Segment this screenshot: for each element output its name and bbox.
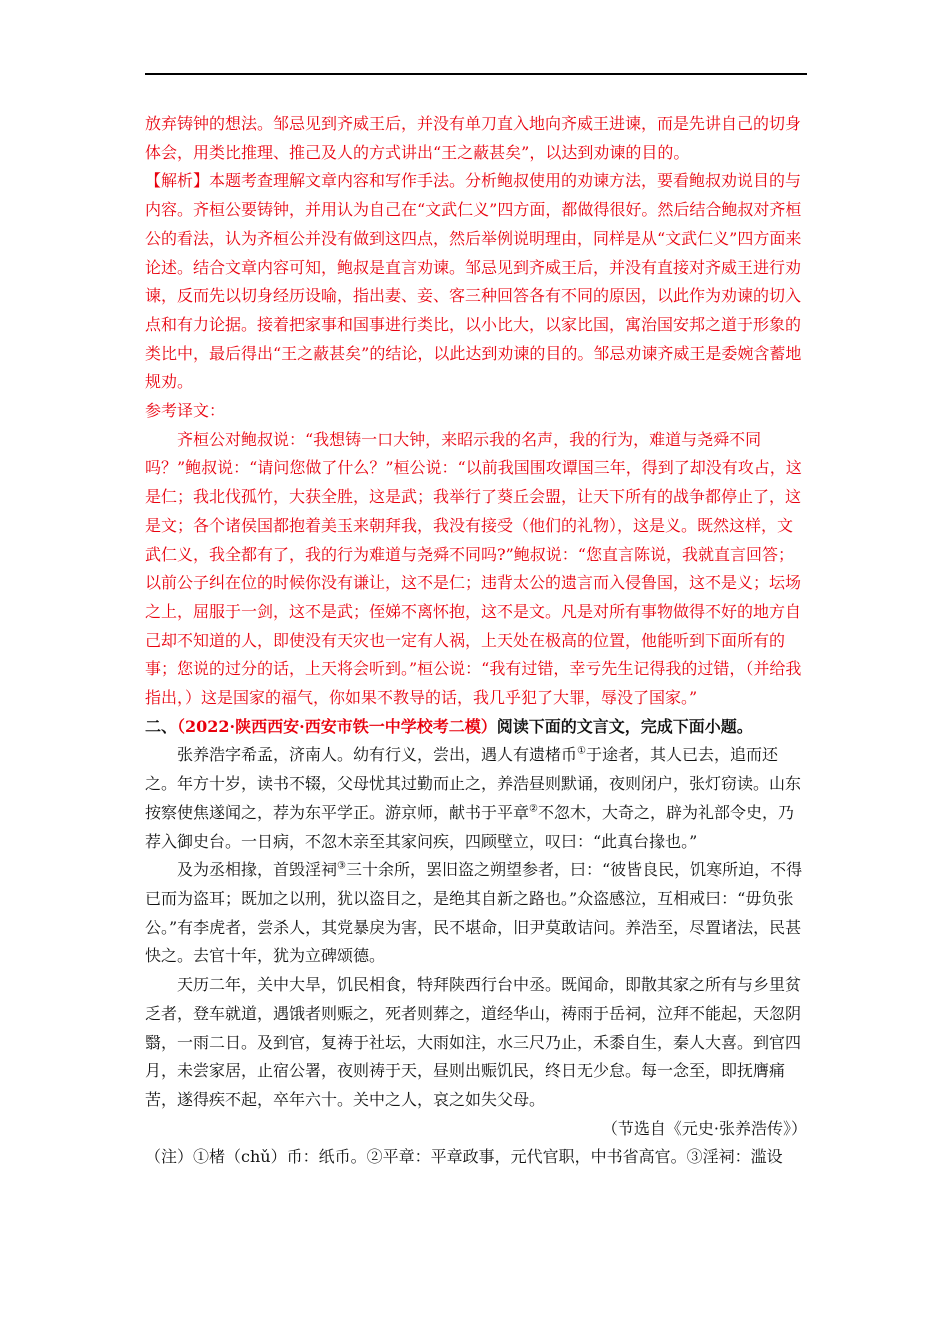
analysis-text: 本题考查理解文章内容和写作手法。分析鲍叔使用的劝谏方法，要看鲍叔劝说目的与内容。齐桓公要铸钟，并用认为自己在“文武仁义”四方面，都做得很好。然后结合鲍叔对齐桓公的看法，认为齐桓公并没有做到这四点，然后举例说明理由，同样是从“文武仁义”四方面来论述。结合文章内容可知，鲍叔是直言劝谏。邹忌见到齐威王后，并没有直接对齐威王进行劝谏，反而先以切身经历设喻，指出妻、妾、客三种回答各有不同的原因，以此作为劝谏的切入点和有力论据。接着把家事和国事进行类比，以小比大，以家比国，寓治国安邦之道于形象的类比中，最后得出“王之蔽甚矣”的结论，以此达到劝谏的目的。邹忌劝谏齐威王是委婉含蓄地规劝。 xyxy=(145,171,802,392)
analysis-label: 【解析】 xyxy=(145,171,210,191)
question-source: （2022·陕西西安·西安市铁一中学校考二模） xyxy=(177,716,497,736)
passage-text: 及为丞相掾，首毁淫祠 xyxy=(177,860,338,880)
passage-text: 张养浩字希孟，济南人。幼有行义，尝出，遇人有遗楮币 xyxy=(177,745,578,765)
analysis-paragraph xyxy=(145,167,807,397)
passage-citation: （节选自《元史·张养浩传》） xyxy=(601,1118,807,1138)
question-2-heading xyxy=(145,713,807,742)
passage-text: 不忽木，大奇之，辟为礼部令史，乃荐入御史台。一日病，不忽木亲至其家问疾，四顾壁立，叹曰：“此真台掾也。” xyxy=(145,802,794,851)
question-number: 二、 xyxy=(145,716,178,736)
passage-notes: （注）①楮（chǔ）币：纸币。②平章：平章政事，元代官职，中书省高官。③淫祠：滥设 xyxy=(145,1147,783,1167)
passage-paragraph-2 xyxy=(145,856,807,971)
passage-text: 三十余所，罢旧盗之朔望参者，曰：“彼皆良民，饥寒所迫，不得已而为盗耳；既加之以刑，犹以盗目之，是绝其自新之路也。”众盗感泣，互相戒曰：“毋负张公。”有李虎者，尝杀人，其党暴戾为害，民不堪命，旧尹莫敢诘问。养浩至，尽置诸法，民甚快之。去官十年，犹为立碑颂德。 xyxy=(145,860,803,966)
translation-label: 参考译文： xyxy=(145,401,226,421)
answer-tail: 放弃铸钟的想法。邹忌见到齐威王后，并没有单刀直入地向齐威王进谏，而是先讲自己的切身体会，用类比推理、推己及人的方式讲出“王之蔽甚矣”，以达到劝谏的目的。 xyxy=(145,114,802,162)
passage-text: 于途者，其人已去，追而还之。年方十岁，读书不辍，父母忧其过勤而止之，养浩昼则默诵，夜则闭户，张灯窃读。山东按察使焦遂闻之，荐为东平学正。游京师，献书于平章 xyxy=(145,745,802,822)
footnote-marker: ② xyxy=(529,803,538,815)
passage-paragraph-1 xyxy=(145,741,807,856)
passage-paragraph-3: 天历二年，关中大旱，饥民相食，特拜陕西行台中丞。既闻命，即散其家之所有与乡里贫乏者，登车就道，遇饿者则赈之，死者则葬之，道经华山，祷雨于岳祠，泣拜不能起，天忽阴翳，一雨二日。及到官，复祷于社坛，大雨如注，水三尺乃止，禾黍自生，秦人大喜。到官四月，未尝家居，止宿公署，夜则祷于天，昼则出赈饥民，终日无少怠。每一念至，即抚膺痛苦，遂得疾不起，卒年六十。关中之人，哀之如失父母。 xyxy=(145,975,802,1109)
document-body xyxy=(145,110,807,1172)
footnote-marker: ① xyxy=(577,746,586,758)
question-instruction: 阅读下面的文言文，完成下面小题。 xyxy=(496,716,753,736)
translation-text: 齐桓公对鲍叔说：“我想铸一口大钟，来昭示我的名声，我的行为，难道与尧舜不同吗？”鲍叔说：“请问您做了什么？”桓公说：“以前我国围攻谭国三年，得到了却没有攻占，这是仁；我北伐孤竹，大获全胜，这是武；我举行了葵丘会盟，让天下所有的战争都停止了，这是文；各个诸侯国都抱着美玉来朝拜我，我没有接受（他们的礼物），这是义。既然这样，文武仁义，我全都有了，我的行为难道与尧舜不同吗?”鲍叔说：“您直言陈说，我就直言回答；以前公子纠在位的时候你没有谦让，这不是仁；违背太公的遗言而入侵鲁国，这不是义；坛场之上，屈服于一剑，这不是武；侄娣不离怀抱，这不是文。凡是对所有事物做得不好的地方自己却不知道的人，即使没有天灾也一定有人祸，上天处在极高的位置，他能听到下面所有的事；您说的过分的话，上天将会听到。”桓公说：“我有过错，幸亏先生记得我的过错，（并给我指出，）这是国家的福气，你如果不教导的话，我几乎犯了大罪，辱没了国家。” xyxy=(145,429,802,708)
footnote-marker: ③ xyxy=(337,860,346,872)
header-rule xyxy=(145,73,807,75)
